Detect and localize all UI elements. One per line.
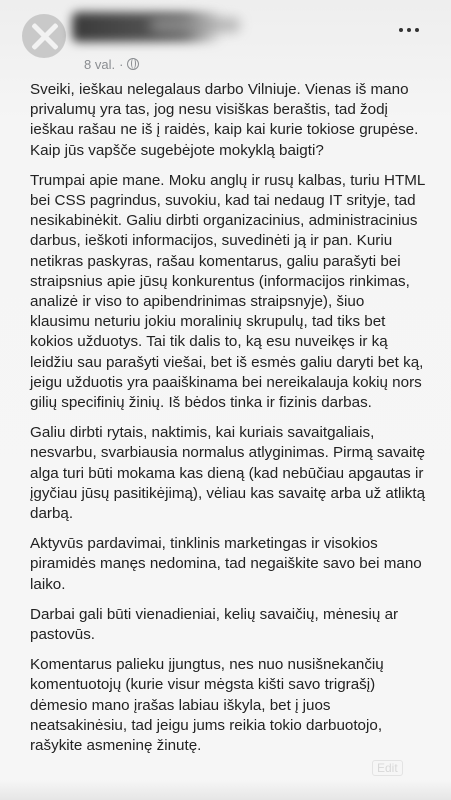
post-paragraph: Komentarus palieku įjungtus, nes nuo nusišnekančių komentuotojų (kurie visur mėgsta kišti savo trigrašį) dėmesio mano įrašas labiau iškyla, bet į juos neatsakinėsiu, tad jeigu jums reikia tokio darbuotojo, rašykite asmeninę žinutę. (30, 656, 384, 755)
redacted-author-name-blur (150, 18, 240, 32)
more-options-icon[interactable] (399, 28, 419, 32)
post-paragraph: Trumpai apie mane. Moku anglų ir rusų kalbas, turiu HTML bei CSS pagrindus, suvokiu, kad tai nedaug IT srityje, tad nesikabinėkit. Galiu dirbti organizacinius, administracinius darbus, ieškoti informacijos, suvedinėti ją ir pan. Kuriu netikras paskyras, rašau komentarus, galiu parašyti bei straipsnius apie jūsų konkurentus (informacijos rinkimas, analizė ir viso to apibendrinimas straipsnyje), šiuo klausimu neturiu jokiu moralinių skrupulų, tad tiks bet kokios užduotys. Tai tik dalis to, ką esu nuveikęs ir ką leidžiu sau parašyti viešai, bet iš esmės galiu daryti bet ką, jeigu užduotis yra paaiškinama bei nereikalauja kokių nors gilių specifinių žinių. Iš bėdos tinka ir fizinis darbas. (30, 171, 425, 412)
dot (407, 28, 411, 32)
dot (415, 28, 419, 32)
post-paragraph: Darbai gali būti vienadieniai, kelių savaičių, mėnesių ar pastovūs. (30, 605, 399, 644)
post-header (0, 0, 451, 78)
post-paragraph: Aktyvūs pardavimai, tinklinis marketingas ir visokios piramidės manęs nedomina, tad negaiškite savo bei mano laiko. (30, 535, 422, 593)
avatar[interactable] (22, 14, 66, 58)
meta-separator: · (119, 56, 124, 72)
post-meta[interactable] (84, 54, 139, 74)
post-body (30, 80, 428, 766)
post-paragraph: Sveiki, ieškau nelegalaus darbo Vilniuje. Vienas iš mano privalumų yra tas, jog nesu visiškas beraštis, tad žodį ieškau rašau ne iš į raidės, kaip kai kurie tokiose grupėse. Kaip jūs vapšče sugebėjote mokyklą baigti? (30, 81, 419, 159)
edit-watermark: Edit (372, 760, 403, 776)
globe-icon (127, 58, 139, 70)
post-time[interactable]: 8 val. (84, 56, 116, 72)
post-paragraph: Galiu dirbti rytais, naktimis, kai kuriais savaitgaliais, nesvarbu, svarbiausia normalus atlyginimas. Pirmą savaitę alga turi būti mokama kas dieną (kad nebūčiau apgautas ir įgyčiau jūsų pasitikėjimą), vėliau kas savaitę arba už atliktą darbą. (30, 424, 426, 523)
bottom-shade (0, 780, 451, 800)
dot (399, 28, 403, 32)
